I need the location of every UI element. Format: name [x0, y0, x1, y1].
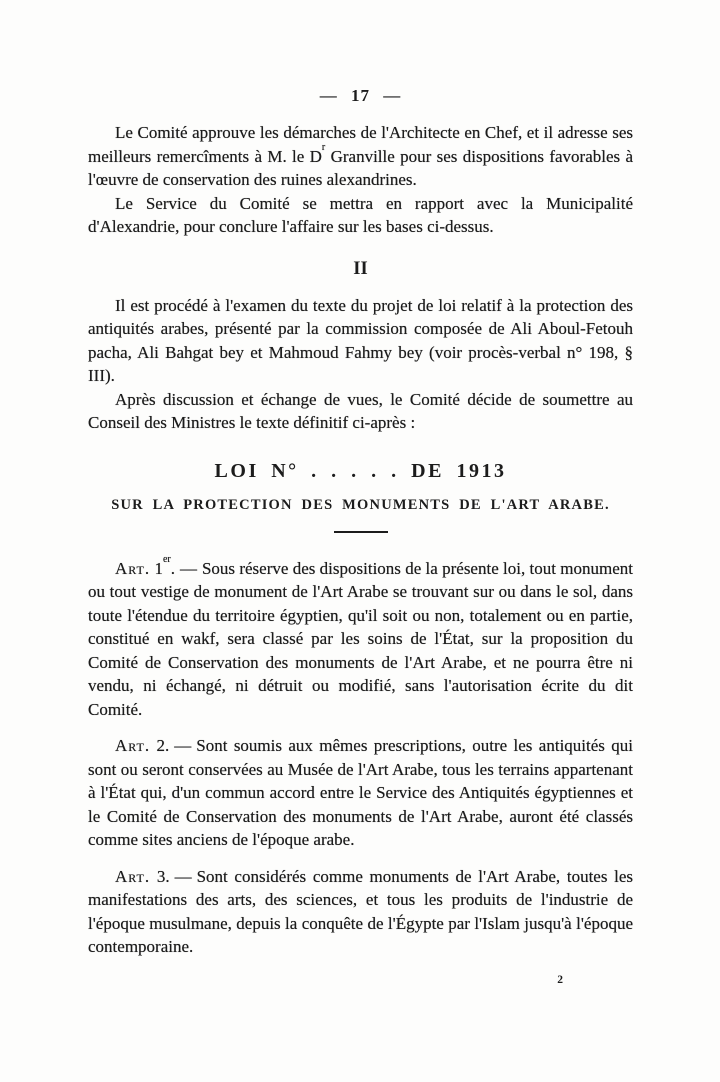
- page-number: — 17 —: [319, 86, 402, 105]
- article-2-dash: —: [174, 736, 192, 755]
- law-subtitle: SUR LA PROTECTION DES MONUMENTS DE L'ART ARABE.: [111, 496, 610, 513]
- paragraph-apres-discussion: Après discussion et échange de vues, le Comité décide de soumettre au Conseil des Ministres le texte définitif ci-après :: [88, 389, 633, 432]
- paragraph-text: Granville pour ses dispositions favorables à l'œuvre de conservation des ruines alexandrines.: [88, 146, 634, 189]
- article-1-label: Art.: [115, 558, 151, 578]
- article-3-number: 3.: [156, 866, 170, 886]
- article-3-dash: —: [174, 866, 192, 886]
- article-1-dash: —: [179, 558, 197, 578]
- signature-mark: 2: [557, 973, 563, 986]
- divider-rule: [334, 531, 388, 533]
- paragraph-examen-projet-loi: Il est procédé à l'examen du texte du projet de loi relatif à la protection des antiquités arabes, présenté par la commission composée de Ali Aboul-Fetouh pacha, Ali Bahgat bey et Mahmoud Fahmy bey (voir procès-verbal n° 198, § III).: [88, 295, 633, 385]
- article-3-label: Art.: [115, 866, 151, 886]
- paragraph-comite-approuve: [88, 121, 633, 192]
- article-1-body: Sous réserve des dispositions de la présente loi, tout monument ou tout vestige de monument de l'Art Arabe se trouvant sur ou dans le sol, dans toute l'étendue du territoire égyptien, qu'il soit ou non, totalement ou en partie, constitué en wakf, sera classé par les soins de l'État, sur la proposition du Comité de Conservation des monuments de l'Art Arabe, et ne pourra être ni vendu, ni échangé, ni détruit ou modifié, sans l'autorisation écrite du dit Comité.: [88, 558, 633, 719]
- article-3: [88, 865, 633, 959]
- paragraph-service-municipalite: Le Service du Comité se mettra en rapport avec la Municipalité d'Alexandrie, pour conclure l'affaire sur les bases ci-dessus.: [88, 193, 633, 236]
- paragraph-text: Le Comité approuve les démarches de l'Architecte en Chef, et il adresse ses meilleurs remercîments à M. le D: [88, 123, 633, 166]
- article-2: [88, 734, 633, 852]
- law-title: LOI N° . . . . . DE 1913: [214, 459, 507, 482]
- article-2-number: 2.: [156, 736, 170, 755]
- superscript-r: r: [321, 141, 326, 153]
- article-2-label: Art.: [115, 736, 151, 755]
- article-1: [88, 553, 633, 722]
- section-heading-ii: II: [353, 258, 368, 279]
- article-1-number: 1er.: [154, 553, 175, 578]
- article-3-body: Sont considérés comme monuments de l'Art Arabe, toutes les manifestations des arts, des sciences, et tous les produits de l'industrie de l'époque musulmane, depuis la conquête de l'Égypte par l'Islam jusqu'à l'époque contemporaine.: [88, 866, 634, 956]
- article-2-body: Sont soumis aux mêmes prescriptions, outre les antiquités qui sont ou seront conservées au Musée de l'Art Arabe, tous les terrains appartenant à l'État qui, d'un commun accord entre le Service des Antiquités égyptiennes et le Comité de Conservation des monuments de l'Art Arabe, auront été classés comme sites anciens de l'époque arabe.: [88, 736, 633, 849]
